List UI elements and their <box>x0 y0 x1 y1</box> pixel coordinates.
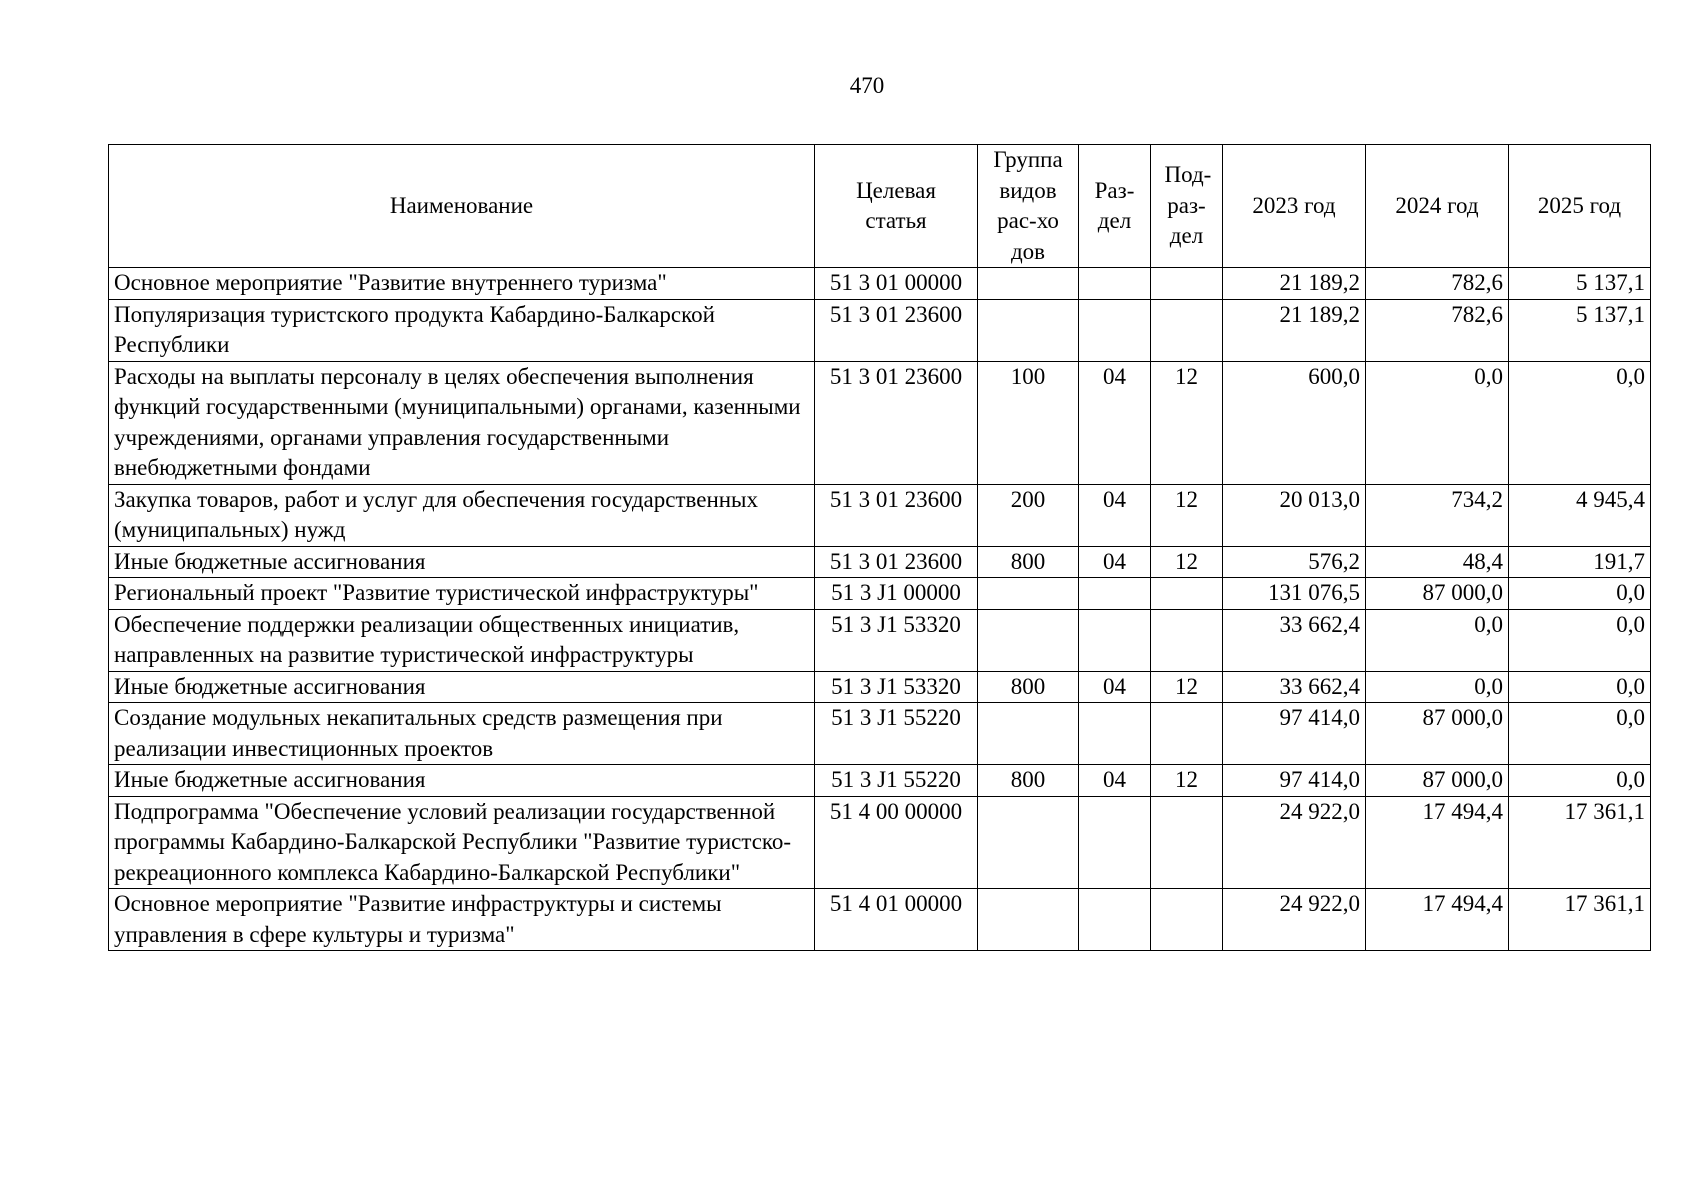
header-section <box>1079 145 1151 268</box>
table-row <box>109 765 1651 797</box>
cell-group: 800 <box>978 671 1079 703</box>
cell-2023: 20 013,0 <box>1223 484 1366 546</box>
budget-table <box>108 144 1651 951</box>
cell-target: 51 3 01 23600 <box>815 361 978 484</box>
cell-group: 200 <box>978 484 1079 546</box>
cell-subsection <box>1151 299 1223 361</box>
cell-subsection <box>1151 609 1223 671</box>
header-name: Наименование <box>109 145 815 268</box>
cell-target: 51 3 J1 53320 <box>815 609 978 671</box>
cell-section: 04 <box>1079 671 1151 703</box>
cell-2024: 87 000,0 <box>1366 703 1509 765</box>
cell-target: 51 3 01 00000 <box>815 268 978 300</box>
cell-2025: 17 361,1 <box>1509 796 1651 889</box>
cell-name: Иные бюджетные ассигнования <box>109 671 815 703</box>
cell-name: Подпрограмма "Обеспечение условий реализации государственной программы Кабардино-Балкарской Республики "Развитие туристско-рекреационного комплекса Кабардино-Балкарской Республики" <box>109 796 815 889</box>
cell-2025: 0,0 <box>1509 703 1651 765</box>
cell-section <box>1079 796 1151 889</box>
cell-group: 800 <box>978 765 1079 797</box>
cell-group <box>978 889 1079 951</box>
table-row <box>109 578 1651 610</box>
cell-2024: 87 000,0 <box>1366 578 1509 610</box>
table-row <box>109 361 1651 484</box>
table-row <box>109 889 1651 951</box>
cell-section <box>1079 299 1151 361</box>
cell-target: 51 3 J1 55220 <box>815 765 978 797</box>
table-row <box>109 299 1651 361</box>
cell-2025: 0,0 <box>1509 765 1651 797</box>
cell-group: 100 <box>978 361 1079 484</box>
cell-name: Закупка товаров, работ и услуг для обеспечения государственных (муниципальных) нужд <box>109 484 815 546</box>
cell-group <box>978 609 1079 671</box>
cell-group: 800 <box>978 546 1079 578</box>
cell-group <box>978 703 1079 765</box>
table-row <box>109 609 1651 671</box>
cell-2025: 0,0 <box>1509 609 1651 671</box>
cell-section: 04 <box>1079 546 1151 578</box>
cell-2023: 33 662,4 <box>1223 671 1366 703</box>
header-target-article <box>815 145 978 268</box>
cell-subsection: 12 <box>1151 361 1223 484</box>
cell-name: Обеспечение поддержки реализации общественных инициатив, направленных на развитие туристической инфраструктуры <box>109 609 815 671</box>
cell-2025: 4 945,4 <box>1509 484 1651 546</box>
cell-2023: 21 189,2 <box>1223 268 1366 300</box>
cell-target: 51 4 00 00000 <box>815 796 978 889</box>
cell-section <box>1079 268 1151 300</box>
cell-name: Региональный проект "Развитие туристической инфраструктуры" <box>109 578 815 610</box>
cell-2025: 0,0 <box>1509 671 1651 703</box>
cell-2025: 5 137,1 <box>1509 299 1651 361</box>
header-subsection-text: Под-раз-дел <box>1164 162 1212 249</box>
cell-2023: 24 922,0 <box>1223 796 1366 889</box>
table-row <box>109 268 1651 300</box>
cell-2024: 782,6 <box>1366 299 1509 361</box>
cell-section <box>1079 578 1151 610</box>
cell-section: 04 <box>1079 765 1151 797</box>
cell-target: 51 3 J1 55220 <box>815 703 978 765</box>
cell-2024: 87 000,0 <box>1366 765 1509 797</box>
cell-2024: 782,6 <box>1366 268 1509 300</box>
cell-2024: 17 494,4 <box>1366 796 1509 889</box>
cell-2024: 0,0 <box>1366 361 1509 484</box>
cell-target: 51 3 J1 53320 <box>815 671 978 703</box>
cell-section: 04 <box>1079 361 1151 484</box>
cell-group <box>978 796 1079 889</box>
cell-subsection: 12 <box>1151 765 1223 797</box>
cell-group <box>978 578 1079 610</box>
header-subsection <box>1151 145 1223 268</box>
cell-2025: 0,0 <box>1509 361 1651 484</box>
table-row <box>109 703 1651 765</box>
cell-target: 51 3 01 23600 <box>815 484 978 546</box>
cell-2023: 24 922,0 <box>1223 889 1366 951</box>
cell-target: 51 3 J1 00000 <box>815 578 978 610</box>
cell-2024: 0,0 <box>1366 671 1509 703</box>
header-2023: 2023 год <box>1223 145 1366 268</box>
cell-target: 51 3 01 23600 <box>815 546 978 578</box>
cell-2023: 131 076,5 <box>1223 578 1366 610</box>
cell-2024: 17 494,4 <box>1366 889 1509 951</box>
table-row <box>109 546 1651 578</box>
cell-name: Иные бюджетные ассигнования <box>109 765 815 797</box>
cell-name: Расходы на выплаты персоналу в целях обеспечения выполнения функций государственными (муниципальными) органами, казенными учреждениями, органами управления государственными внебюджетными фондами <box>109 361 815 484</box>
cell-subsection <box>1151 578 1223 610</box>
cell-name: Популяризация туристского продукта Кабардино-Балкарской Республики <box>109 299 815 361</box>
header-2024: 2024 год <box>1366 145 1509 268</box>
cell-2025: 0,0 <box>1509 578 1651 610</box>
header-section-text: Раз-дел <box>1094 177 1135 233</box>
header-target-article-text: Целевая статья <box>856 177 936 233</box>
cell-target: 51 3 01 23600 <box>815 299 978 361</box>
header-expense-group <box>978 145 1079 268</box>
cell-section: 04 <box>1079 484 1151 546</box>
cell-name: Создание модульных некапитальных средств размещения при реализации инвестиционных проектов <box>109 703 815 765</box>
cell-subsection <box>1151 703 1223 765</box>
cell-group <box>978 268 1079 300</box>
cell-2023: 33 662,4 <box>1223 609 1366 671</box>
cell-2024: 734,2 <box>1366 484 1509 546</box>
cell-2023: 21 189,2 <box>1223 299 1366 361</box>
cell-2023: 600,0 <box>1223 361 1366 484</box>
header-expense-group-text: Группа видов рас-ходов <box>993 147 1063 264</box>
cell-subsection <box>1151 889 1223 951</box>
cell-name: Основное мероприятие "Развитие внутреннего туризма" <box>109 268 815 300</box>
cell-subsection: 12 <box>1151 546 1223 578</box>
cell-subsection: 12 <box>1151 671 1223 703</box>
cell-subsection: 12 <box>1151 484 1223 546</box>
cell-name: Основное мероприятие "Развитие инфраструктуры и системы управления в сфере культуры и туризма" <box>109 889 815 951</box>
cell-2025: 17 361,1 <box>1509 889 1651 951</box>
cell-section <box>1079 609 1151 671</box>
cell-name: Иные бюджетные ассигнования <box>109 546 815 578</box>
page-number: 470 <box>849 73 885 98</box>
cell-2024: 0,0 <box>1366 609 1509 671</box>
cell-target: 51 4 01 00000 <box>815 889 978 951</box>
cell-2023: 97 414,0 <box>1223 765 1366 797</box>
cell-2024: 48,4 <box>1366 546 1509 578</box>
table-row <box>109 484 1651 546</box>
cell-section <box>1079 703 1151 765</box>
table-row <box>109 671 1651 703</box>
cell-group <box>978 299 1079 361</box>
cell-2025: 5 137,1 <box>1509 268 1651 300</box>
cell-2023: 576,2 <box>1223 546 1366 578</box>
cell-section <box>1079 889 1151 951</box>
cell-subsection <box>1151 268 1223 300</box>
cell-2023: 97 414,0 <box>1223 703 1366 765</box>
table-row <box>109 796 1651 889</box>
header-2025: 2025 год <box>1509 145 1651 268</box>
cell-subsection <box>1151 796 1223 889</box>
table-header-row <box>109 145 1651 268</box>
cell-2025: 191,7 <box>1509 546 1651 578</box>
